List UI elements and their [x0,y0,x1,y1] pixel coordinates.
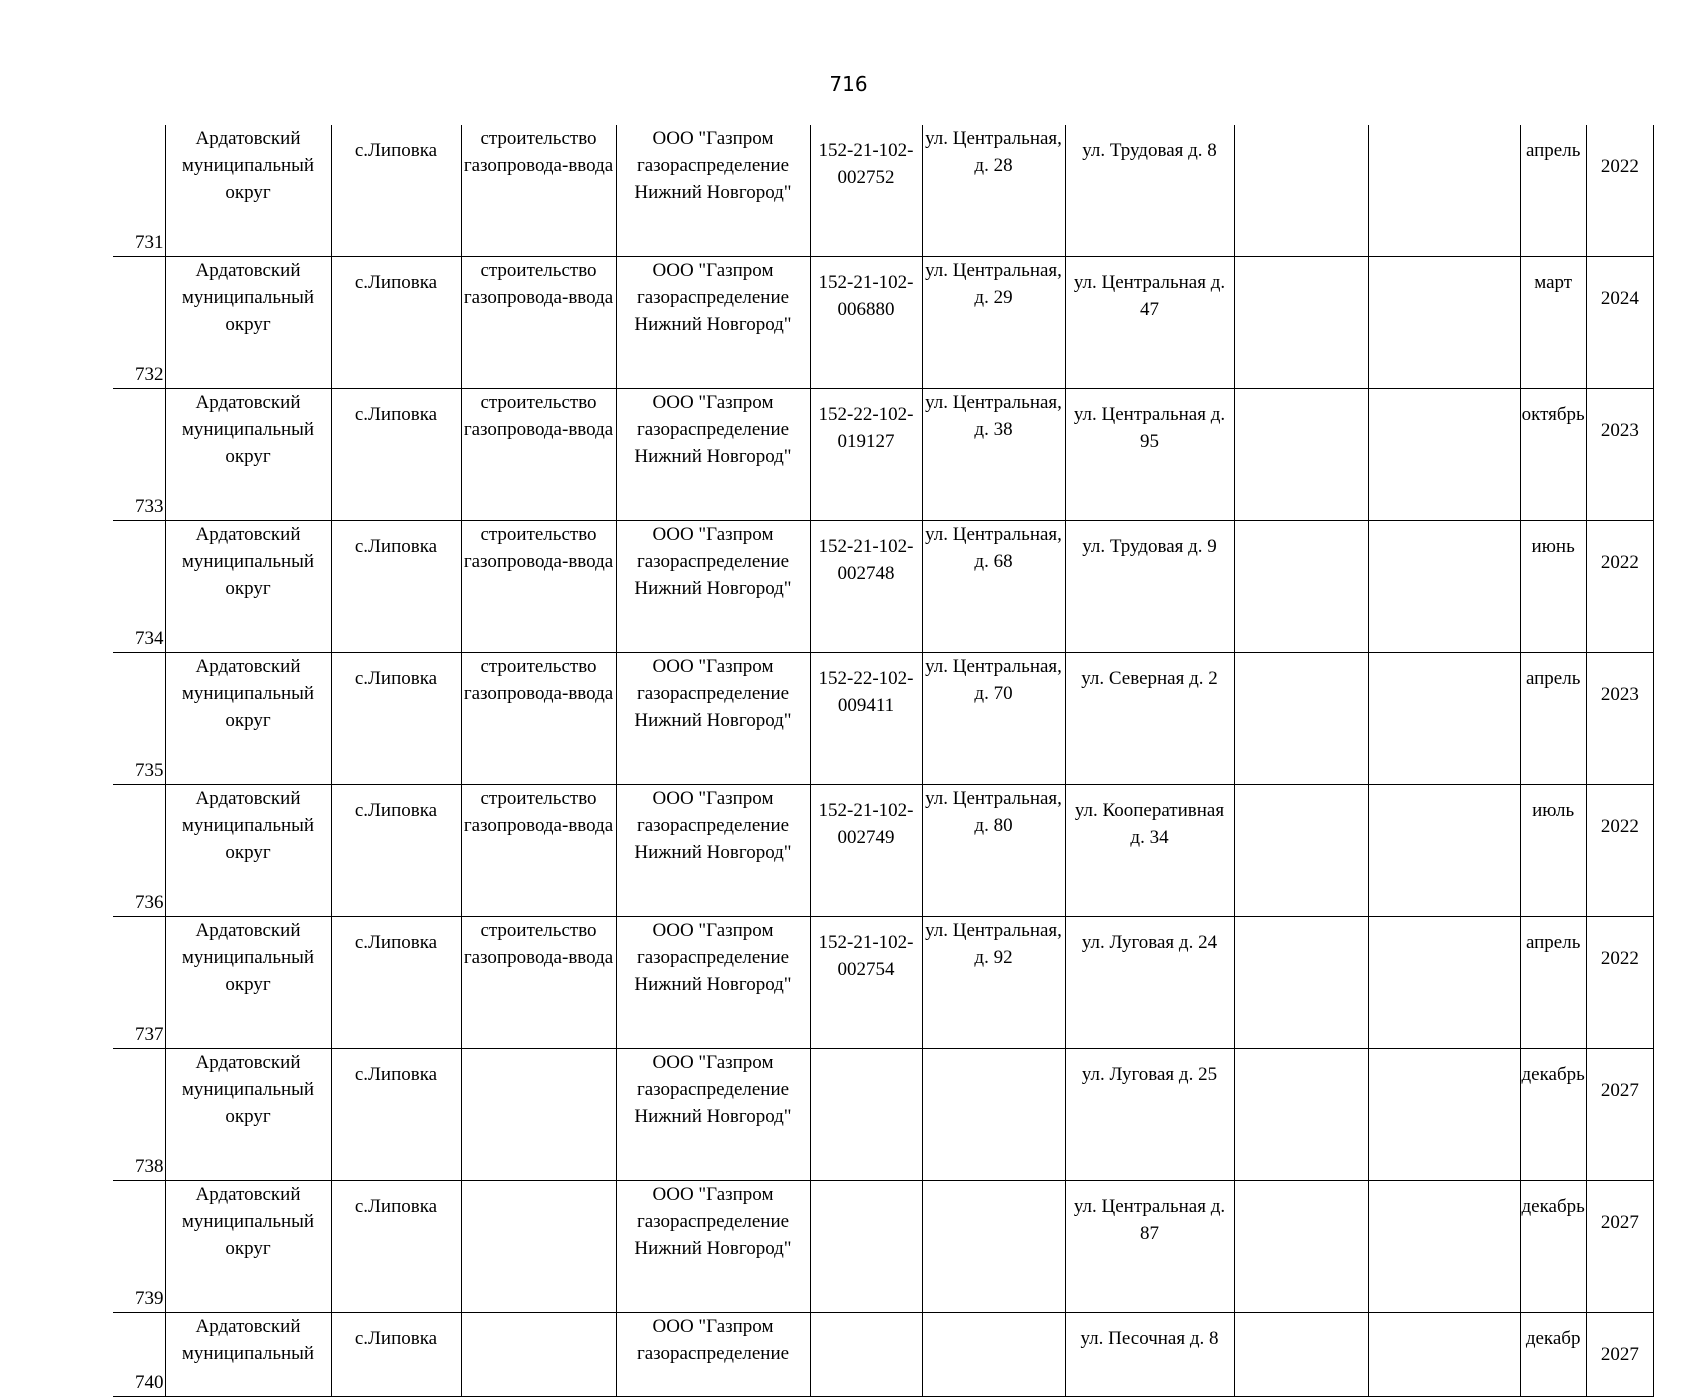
work-type-cell [461,1313,616,1397]
district-cell: Ардатовский муниципальный округ [165,521,331,653]
organization-cell: ООО "Газпром газораспределение Нижний Новгород" [616,389,810,521]
work-type-cell: строительство газопровода-ввода [461,125,616,257]
empty-cell [1234,125,1368,257]
year-cell: 2023 [1586,653,1653,785]
month-cell: декабр [1520,1313,1586,1397]
locality-cell: с.Липовка [331,125,461,257]
address-from-cell [922,1049,1065,1181]
address-to-cell: ул. Центральная д. 47 [1065,257,1234,389]
district-cell: Ардатовский муниципальный округ [165,1049,331,1181]
address-to-cell: ул. Кооперативная д. 34 [1065,785,1234,917]
table-row [113,785,1653,917]
table-row [113,257,1653,389]
empty-cell [1234,1313,1368,1397]
work-type-cell: строительство газопровода-ввода [461,257,616,389]
month-cell: октябрь [1520,389,1586,521]
organization-cell: ООО "Газпром газораспределение Нижний Новгород" [616,653,810,785]
year-cell: 2022 [1586,785,1653,917]
work-type-cell: строительство газопровода-ввода [461,389,616,521]
address-from-cell: ул. Центральная, д. 92 [922,917,1065,1049]
address-from-cell: ул. Центральная, д. 70 [922,653,1065,785]
address-from-cell: ул. Центральная, д. 68 [922,521,1065,653]
month-cell: декабрь [1520,1181,1586,1313]
work-type-cell: строительство газопровода-ввода [461,917,616,1049]
year-cell: 2027 [1586,1181,1653,1313]
district-cell: Ардатовский муниципальный округ [165,389,331,521]
empty-cell [1368,521,1520,653]
table-row [113,389,1653,521]
address-to-cell: ул. Луговая д. 24 [1065,917,1234,1049]
registry-code-cell: 152-21-102-002749 [810,785,922,917]
year-cell: 2027 [1586,1313,1653,1397]
work-type-cell [461,1049,616,1181]
registry-code-cell: 152-21-102-002748 [810,521,922,653]
address-to-cell: ул. Трудовая д. 8 [1065,125,1234,257]
empty-cell [1368,389,1520,521]
row-number: 735 [113,653,165,785]
empty-cell [1368,1181,1520,1313]
empty-cell [1368,1313,1520,1397]
locality-cell: с.Липовка [331,917,461,1049]
empty-cell [1234,257,1368,389]
empty-cell [1234,653,1368,785]
row-number: 740 [113,1313,165,1397]
address-to-cell: ул. Северная д. 2 [1065,653,1234,785]
table-row [113,521,1653,653]
empty-cell [1234,389,1368,521]
empty-cell [1368,257,1520,389]
address-to-cell: ул. Центральная д. 87 [1065,1181,1234,1313]
address-from-cell: ул. Центральная, д. 28 [922,125,1065,257]
locality-cell: с.Липовка [331,785,461,917]
locality-cell: с.Липовка [331,653,461,785]
locality-cell: с.Липовка [331,1049,461,1181]
organization-cell: ООО "Газпром газораспределение Нижний Новгород" [616,917,810,1049]
locality-cell: с.Липовка [331,389,461,521]
organization-cell: ООО "Газпром газораспределение Нижний Новгород" [616,125,810,257]
registry-code-cell [810,1049,922,1181]
row-number: 733 [113,389,165,521]
row-number: 732 [113,257,165,389]
table-row [113,1313,1653,1397]
address-from-cell: ул. Центральная, д. 29 [922,257,1065,389]
row-number: 738 [113,1049,165,1181]
address-to-cell: ул. Песочная д. 8 [1065,1313,1234,1397]
locality-cell: с.Липовка [331,1181,461,1313]
empty-cell [1234,917,1368,1049]
row-number: 734 [113,521,165,653]
district-cell: Ардатовский муниципальный [165,1313,331,1397]
empty-cell [1234,1049,1368,1181]
empty-cell [1368,1049,1520,1181]
row-number: 737 [113,917,165,1049]
organization-cell: ООО "Газпром газораспределение [616,1313,810,1397]
empty-cell [1234,521,1368,653]
address-from-cell [922,1313,1065,1397]
year-cell: 2027 [1586,1049,1653,1181]
month-cell: июль [1520,785,1586,917]
organization-cell: ООО "Газпром газораспределение Нижний Новгород" [616,257,810,389]
year-cell: 2023 [1586,389,1653,521]
registry-code-cell: 152-22-102-019127 [810,389,922,521]
empty-cell [1234,1181,1368,1313]
month-cell: декабрь [1520,1049,1586,1181]
month-cell: июнь [1520,521,1586,653]
table-row [113,917,1653,1049]
district-cell: Ардатовский муниципальный округ [165,917,331,1049]
address-to-cell: ул. Луговая д. 25 [1065,1049,1234,1181]
register-table [113,125,1654,1397]
empty-cell [1234,785,1368,917]
month-cell: апрель [1520,917,1586,1049]
year-cell: 2022 [1586,521,1653,653]
empty-cell [1368,917,1520,1049]
district-cell: Ардатовский муниципальный округ [165,257,331,389]
month-cell: март [1520,257,1586,389]
year-cell: 2022 [1586,125,1653,257]
address-to-cell: ул. Центральная д. 95 [1065,389,1234,521]
row-number: 739 [113,1181,165,1313]
registry-code-cell: 152-21-102-002752 [810,125,922,257]
row-number: 731 [113,125,165,257]
work-type-cell: строительство газопровода-ввода [461,653,616,785]
registry-code-cell: 152-21-102-002754 [810,917,922,1049]
registry-code-cell [810,1313,922,1397]
month-cell: апрель [1520,125,1586,257]
organization-cell: ООО "Газпром газораспределение Нижний Новгород" [616,521,810,653]
address-from-cell: ул. Центральная, д. 38 [922,389,1065,521]
table-row [113,653,1653,785]
empty-cell [1368,653,1520,785]
locality-cell: с.Липовка [331,1313,461,1397]
district-cell: Ардатовский муниципальный округ [165,125,331,257]
year-cell: 2022 [1586,917,1653,1049]
registry-code-cell [810,1181,922,1313]
district-cell: Ардатовский муниципальный округ [165,1181,331,1313]
address-from-cell: ул. Центральная, д. 80 [922,785,1065,917]
address-to-cell: ул. Трудовая д. 9 [1065,521,1234,653]
work-type-cell: строительство газопровода-ввода [461,521,616,653]
registry-code-cell: 152-21-102-006880 [810,257,922,389]
row-number: 736 [113,785,165,917]
table-row [113,1049,1653,1181]
table-row [113,1181,1653,1313]
empty-cell [1368,785,1520,917]
work-type-cell: строительство газопровода-ввода [461,785,616,917]
organization-cell: ООО "Газпром газораспределение Нижний Новгород" [616,1049,810,1181]
work-type-cell [461,1181,616,1313]
empty-cell [1368,125,1520,257]
district-cell: Ардатовский муниципальный округ [165,653,331,785]
registry-code-cell: 152-22-102-009411 [810,653,922,785]
address-from-cell [922,1181,1065,1313]
district-cell: Ардатовский муниципальный округ [165,785,331,917]
table-row [113,125,1653,257]
locality-cell: с.Липовка [331,257,461,389]
page-number: 716 [829,72,868,96]
month-cell: апрель [1520,653,1586,785]
year-cell: 2024 [1586,257,1653,389]
organization-cell: ООО "Газпром газораспределение Нижний Новгород" [616,1181,810,1313]
locality-cell: с.Липовка [331,521,461,653]
organization-cell: ООО "Газпром газораспределение Нижний Новгород" [616,785,810,917]
